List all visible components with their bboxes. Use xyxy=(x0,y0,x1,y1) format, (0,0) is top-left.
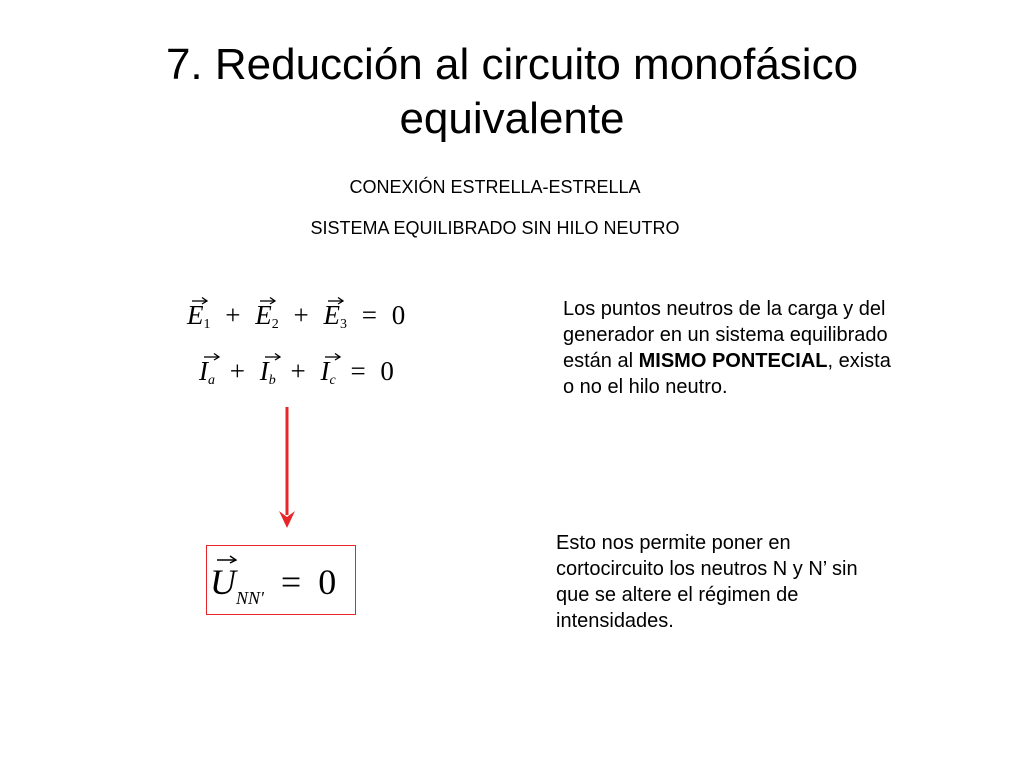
emphasis-text: MISMO PONTECIAL xyxy=(638,350,828,372)
emf-symbol: E xyxy=(323,300,340,330)
emf-term-1 xyxy=(187,300,204,331)
current-symbol: I xyxy=(320,356,330,386)
voltage-symbol: U xyxy=(210,562,236,602)
plus-sign: + xyxy=(229,356,245,386)
emf-index: 1 xyxy=(203,317,211,332)
vector-arrow-icon xyxy=(203,352,221,360)
equals-sign: = xyxy=(361,300,377,330)
vector-arrow-icon xyxy=(327,296,345,304)
paragraph-text: Los puntos neutros de la carga y del generador en un sistema equilibrado están al xyxy=(563,298,888,372)
plus-sign: + xyxy=(225,300,241,330)
equation-result: 0 xyxy=(380,356,394,386)
equation-result: 0 xyxy=(391,300,406,330)
voltage-term xyxy=(210,561,236,603)
title-line-1: 7. Reducción al circuito monofásico xyxy=(165,40,859,89)
slide-title xyxy=(0,38,1024,146)
voltage-index: NN' xyxy=(236,588,264,608)
current-symbol: I xyxy=(259,356,269,386)
current-term-b xyxy=(260,356,269,387)
emf-term-3 xyxy=(323,300,340,331)
current-index: b xyxy=(268,373,276,388)
emf-sum-equation xyxy=(187,300,405,333)
vector-arrow-icon xyxy=(216,555,238,563)
equals-sign: = xyxy=(280,562,302,602)
short-circuit-paragraph: Esto nos permite poner en cortocircuito los neutros N y N’ sin que se altere el régimen de intensidades. xyxy=(556,532,858,632)
equation-result: 0 xyxy=(318,562,337,602)
down-arrow-icon xyxy=(275,407,299,529)
title-line-2: equivalente xyxy=(399,94,625,143)
current-index: c xyxy=(329,373,336,388)
current-sum-equation xyxy=(199,356,394,389)
subtitle-connection: CONEXIÓN ESTRELLA-ESTRELLA xyxy=(349,177,641,197)
current-index: a xyxy=(208,373,215,388)
paragraph-text: , exista o no el hilo neutro. xyxy=(563,350,891,398)
equals-sign: = xyxy=(350,356,366,386)
current-term-a xyxy=(199,356,208,387)
emf-index: 2 xyxy=(271,317,279,332)
emf-symbol: E xyxy=(255,300,272,330)
neutral-voltage-equation xyxy=(210,561,336,609)
neutral-points-paragraph xyxy=(563,296,893,400)
emf-index: 3 xyxy=(339,317,347,332)
vector-arrow-icon xyxy=(191,296,209,304)
vector-arrow-icon xyxy=(259,296,277,304)
current-symbol: I xyxy=(199,356,208,386)
current-term-c xyxy=(320,356,329,387)
vector-arrow-icon xyxy=(324,352,342,360)
emf-term-2 xyxy=(255,300,272,331)
subtitle-system: SISTEMA EQUILIBRADO SIN HILO NEUTRO xyxy=(310,218,680,238)
plus-sign: + xyxy=(290,356,306,386)
emf-symbol: E xyxy=(187,300,204,330)
vector-arrow-icon xyxy=(264,352,282,360)
plus-sign: + xyxy=(293,300,309,330)
